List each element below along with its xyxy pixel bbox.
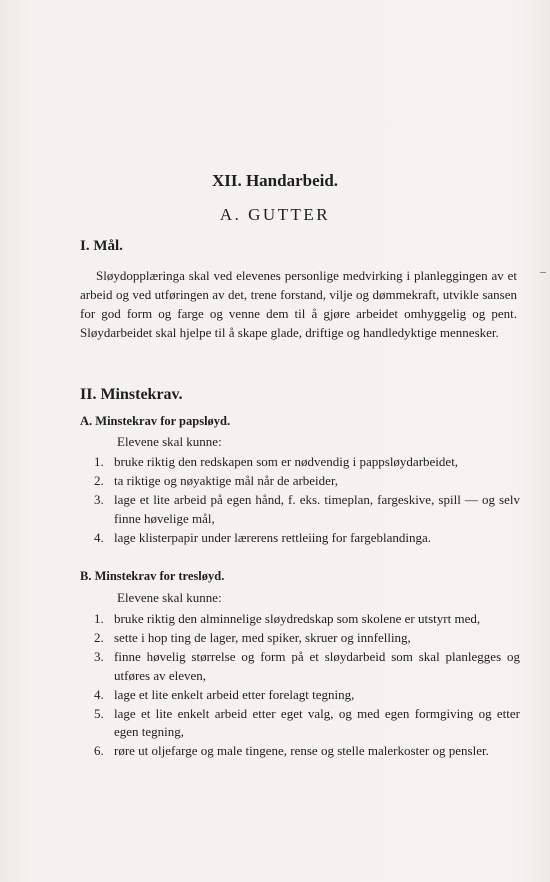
list-item-number: 3. (94, 492, 104, 507)
sub-a-heading: A. Minstekrav for papsløyd. (80, 414, 231, 428)
sub-b-intro: Elevene skal kunne: (117, 590, 222, 605)
list-item-number: 4. (94, 686, 104, 702)
list-item-text: lage et lite enkelt arbeid etter eget valg, og med egen formgiving og etter egen tegning, (114, 705, 520, 739)
list-item-number: 6. (94, 743, 104, 758)
section-title: A. GUTTER (219, 205, 331, 224)
list-item (80, 453, 520, 472)
list-item (80, 686, 520, 705)
list-item-text: lage klisterpapir under lærerens rettleiing for fargeblandinga. (114, 529, 432, 545)
list-item-text: sette i hop ting de lager, med spiker, skruer og innfelling, (114, 630, 411, 645)
list-item (80, 472, 520, 491)
list-item-number: 2. (94, 473, 104, 488)
list-item (80, 610, 520, 629)
list-item-number: 5. (94, 705, 104, 721)
part1-heading: I. Mål. (80, 238, 123, 254)
list-item-number: 3. (94, 649, 104, 664)
part1-paragraph: Sløydopplæringa skal ved elevenes personlige medvirking i planleggingen av et arbeid og ved utføringen av det, trene forstand, vilje og dømmekraft, utvikle sansen for god form og farge og venne dem til å gjøre arbeidet omhyggelig og pent. Sløydarbeidet skal hjelpe til å skape glade, driftige og handledyktige mennesker. (80, 268, 517, 340)
list-item (80, 529, 520, 548)
list-item (80, 629, 520, 648)
part2-heading: II. Minstekrav. (80, 386, 183, 403)
list-item-text: ta riktige og nøyaktige mål når de arbeider, (114, 473, 339, 488)
list-item-number: 4. (94, 529, 104, 545)
list-item-number: 2. (94, 630, 104, 645)
list-item-text: bruke riktig den alminnelige sløydredskap som skolene er utstyrt med, (114, 611, 481, 626)
list-item-text: lage et lite enkelt arbeid etter forelagt tegning, (114, 686, 355, 702)
sub-b-list (80, 610, 520, 761)
chapter-title: XII. Handarbeid. (211, 171, 339, 190)
margin-mark (540, 272, 546, 273)
list-item-text: finne høvelig størrelse og form på et sløydarbeid som skal planlegges og utføres av eleven, (114, 649, 520, 683)
list-item (80, 648, 520, 685)
list-item-text: røre ut oljefarge og male tingene, rense og stelle malerkoster og pensler. (114, 743, 489, 758)
list-item (80, 491, 520, 528)
list-item (80, 742, 520, 761)
list-item-number: 1. (94, 611, 104, 626)
sub-b-heading: B. Minstekrav for tresløyd. (80, 569, 225, 583)
list-item (80, 705, 520, 742)
sub-a-intro: Elevene skal kunne: (117, 434, 222, 449)
sub-a-list (80, 453, 520, 548)
list-item-text: bruke riktig den redskapen som er nødvendig i pappsløydarbeidet, (114, 454, 459, 469)
list-item-number: 1. (94, 454, 104, 469)
list-item-text: lage et lite arbeid på egen hånd, f. eks. timeplan, fargeskive, spill — og selv finne høvelige mål, (114, 492, 520, 526)
